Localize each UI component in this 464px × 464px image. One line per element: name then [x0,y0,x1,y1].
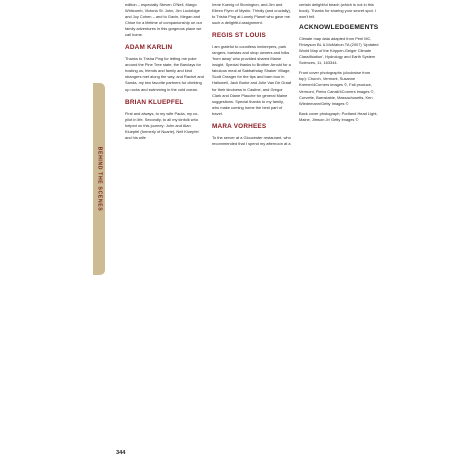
paragraph: First and always, to my wife Paula, my co-pilot in life. Secondly, to all my kinfolk who helped on this journey: John and Alan Kluepfel (formerly of Nuarie), Neil Kluepfel and his wife [125,110,199,140]
paragraph: Irene Koenig of Stonington, and Jim and Eileen Flynn of Mystic. Thirdly (and crucially), to Trisha Ping at Lonely Planet who gave me such a delightful assignment. [212,2,291,26]
page-number: 344 [116,450,126,456]
text-column-3 [299,2,379,127]
acknowledgements-heading: ACKNOWLEDGEMENTS [299,24,379,32]
author-heading: ADAM KARLIN [125,44,173,52]
author-heading: BRIAN KLUEPFEL [125,98,184,106]
author-heading: MARA VORHEES [212,122,267,130]
paragraph: Front cover photographs (clockwise from top): Church, Vermont, Susanne Kremer/4Corners images ©, Fall produce, Vermont, Pietro Canali/4Corners images ©, Corvette, Barnstable, Massachusetts, Ken Wiedemann/Getty Images © [299,70,375,106]
section-tab [93,83,105,275]
paragraph: To the server at a Gloucester restaurant, who recommended that I spend my afternoon at a [212,134,291,146]
paragraph: Back cover photograph: Portland Head Light, Maine, Jimson Jr/ Getty Images © [299,110,378,122]
section-tab-label: BEHIND THE SCENES [96,146,102,212]
paragraph: edition – especially Steven O'Neil, Margo Whitcomb, Victoria St. John, Jim Lockridge and Joy Cohen – and to Gavin, Megan and Chloe for a lifetime of companionship on our family adventures in this gorgeous place we call home. [125,2,203,38]
paragraph: Climate map data adapted from Peel MC, Finlayson BL & McMahon TA (2007) 'Updated World Map of the Köppen-Geiger Climate Classification', Hydrology and Earth System Sciences, 11, 163344. [299,36,379,66]
text-column-2 [212,2,292,151]
author-heading: REGIS ST LOUIS [212,32,266,40]
paragraph: certain delightful beach (which is not in this book). Thanks for sharing your secret spot. I won't tell. [299,2,376,20]
text-column-1 [125,2,205,145]
paragraph: I am grateful to countless innkeepers, park rangers, baristas and shop owners and folks 'from away' who provided shared Maine insight. Special thanks to Brother Arnold for a fabulous meal at Sabbathday Shaker Village, Scott Creager for the tips and barn tour in Hallowell, Jack Burke and Julie Van De Graaf for their kindness in Castine, and Gregor Clark and Diane Plauche for general Maine suggestions. Special thanks to my family, who make coming home the best part of travel. [212,44,292,116]
section-tab-label-wrap [93,83,105,275]
paragraph: Thanks to Trisha Ping for letting me poke around the Pine Tree state, the Barclays for hosting us, friends and family and kind strangers met along the way, and Rachel and Sanda, my two favorite partners for climbing up rocks and swimming in the cold ocean. [125,56,204,92]
